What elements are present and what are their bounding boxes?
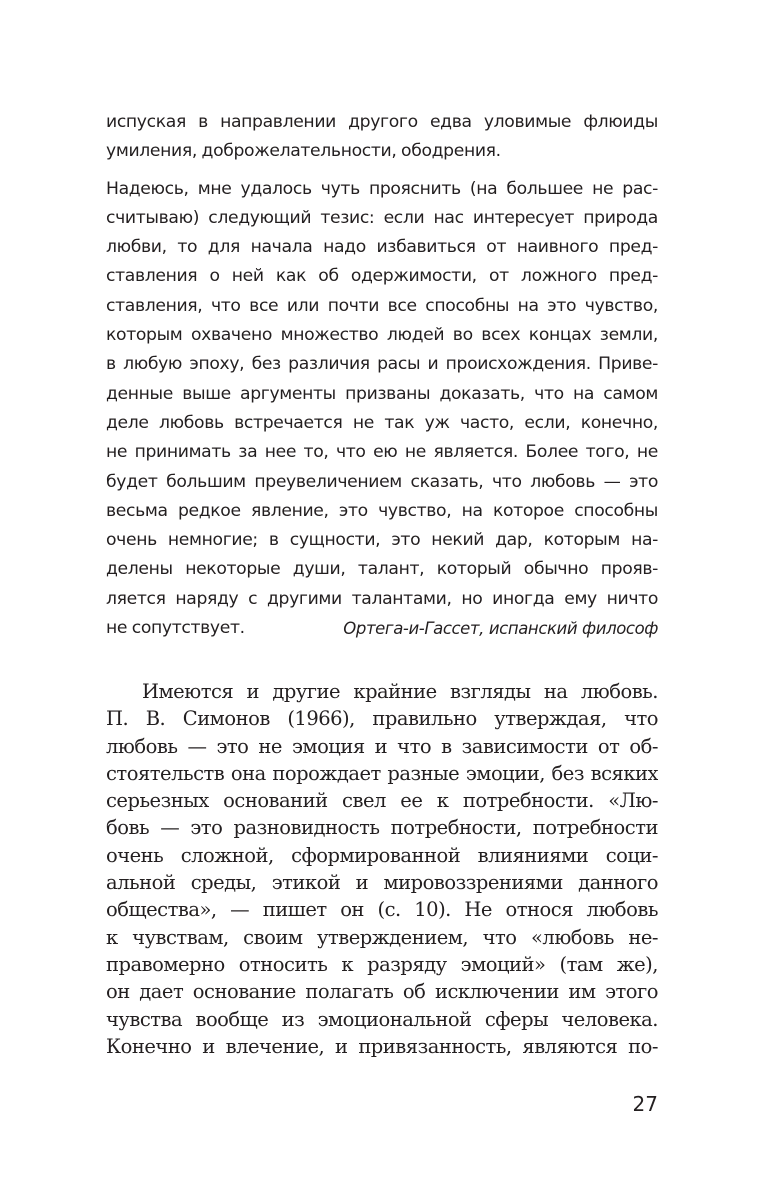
quote-line: будет большим преувеличением сказать, что любовь — это (106, 471, 658, 492)
main-paragraph (106, 678, 658, 1060)
quote-line: ставления о ней как об одержимости, от ложного пред- (106, 266, 658, 287)
quote-line: любви, то для начала надо избавиться от наивного пред- (106, 237, 658, 258)
quote-line: ляется наряду с другими талантами, но иногда ему ничто (106, 588, 658, 609)
text-line: Имеются и другие крайние взгляды на любовь. (142, 680, 658, 703)
quote-line: ставления, что все или почти все способны на это чувство, (106, 295, 658, 316)
text-line: стоятельств она порождает разные эмоции, без всяких (106, 761, 658, 785)
quote-line: испуская в направлении другого едва уловимые флюиды (106, 112, 658, 132)
page-number: 27 (632, 1092, 658, 1116)
quote-line: которым охвачено множество людей во всех концах земли, (106, 325, 658, 346)
text-line: к чувствам, своим утверждением, что «любовь не- (106, 925, 658, 949)
quote-line: Надеюсь, мне удалось чуть прояснить (на большее не рас- (106, 178, 658, 199)
text-line: Конечно и влечение, и привязанность, являются по- (106, 1034, 658, 1058)
text-line: серьезных оснований свел ее к потребности. «Лю- (106, 789, 658, 813)
paragraph-gap (106, 167, 658, 175)
quote-line: деле любовь встречается не так уж часто, если, конечно, (106, 412, 658, 433)
quote-line: делены некоторые души, талант, который обычно прояв- (106, 559, 658, 580)
quote-line: не принимать за нее то, что ею не является. Более того, не (106, 442, 658, 463)
text-line: бовь — это разновидность потребности, потребности (106, 816, 658, 840)
text-line: правомерно относить к разряду эмоций» (там же), (106, 952, 658, 976)
text-line: чувства вообще из эмоциональной сферы человека. (106, 1007, 658, 1031)
quote-attribution: Ортега-и-Гассет, испанский философ (343, 619, 658, 638)
quote-line: не сопутствует. (106, 618, 245, 639)
quote-line: умиления, доброжелательности, ободрения. (106, 141, 501, 162)
text-line: любовь — это не эмоция и что в зависимости от об- (106, 734, 658, 758)
text-line: очень сложной, сформированной влияниями соци- (106, 843, 658, 867)
text-line: он дает основание полагать об исключении им этого (106, 980, 658, 1004)
quote-block (106, 108, 658, 643)
quote-line: весьма редкое явление, это чувство, на которое способны (106, 500, 658, 521)
quote-line: в любую эпоху, без различия расы и происхождения. Приве- (106, 354, 658, 375)
quote-line: очень немногие; в сущности, это некий дар, которым на- (106, 530, 658, 551)
text-line: альной среды, этикой и мировоззрениями данного (106, 871, 658, 895)
quote-line: денные выше аргументы призваны доказать, что на самом (106, 383, 658, 404)
text-line: П. В. Симонов (1966), правильно утверждая, что (106, 707, 658, 731)
quote-line: считываю) следующий тезис: если нас интересует природа (106, 207, 658, 228)
text-line: общества», — пишет он (с. 10). Не относя любовь (106, 898, 658, 922)
